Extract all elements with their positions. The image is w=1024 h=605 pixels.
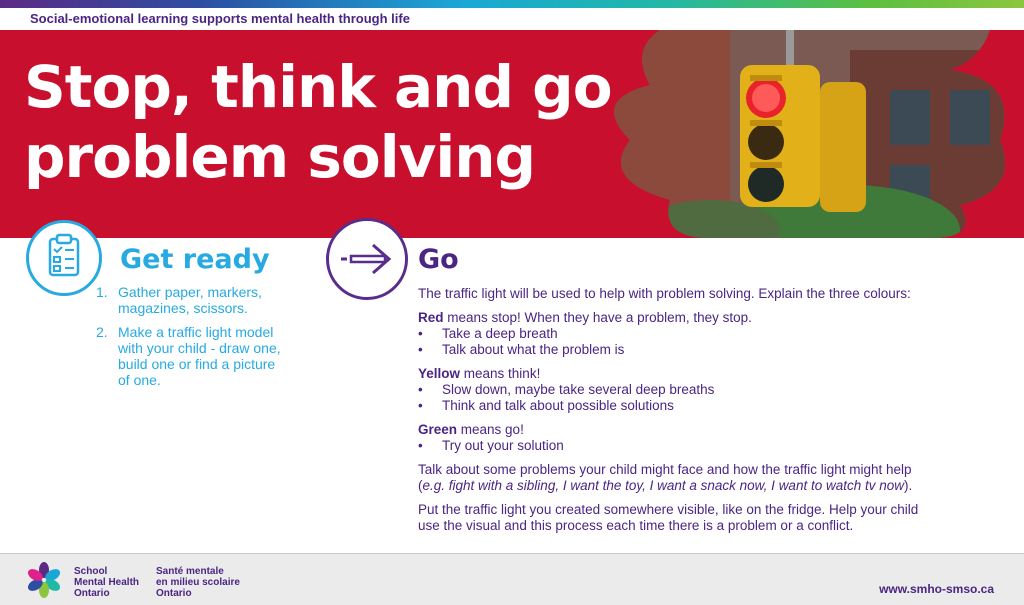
- clipboard-checklist-icon: [26, 220, 102, 296]
- yellow-text: means think!: [460, 366, 541, 381]
- list-item-number: 1.: [96, 284, 108, 300]
- bullet-text: Slow down, maybe take several deep breaths: [442, 382, 715, 397]
- red-text: means stop! When they have a problem, they stop.: [443, 310, 752, 325]
- bullet: •: [418, 342, 423, 357]
- website-link[interactable]: www.smho-smso.ca: [879, 582, 994, 596]
- closing-line: Put the traffic light you created somewhere visible, like on the fridge. Help your child: [418, 502, 919, 517]
- bullet: •: [418, 398, 423, 413]
- bullet-text: Talk about what the problem is: [442, 342, 625, 357]
- paren-close: ).: [904, 478, 913, 493]
- org-line: Santé mentale: [156, 566, 224, 577]
- tagline: Social-emotional learning supports mental health through life: [30, 11, 410, 26]
- traffic-light-photo: [590, 30, 1024, 238]
- footer: [0, 553, 1024, 605]
- list-item: [96, 324, 306, 388]
- paren-open: (: [418, 478, 423, 493]
- bullet: •: [418, 326, 423, 341]
- pinwheel-logo-icon: [26, 562, 62, 598]
- yellow-label: Yellow: [418, 366, 461, 381]
- problems-paragraph: [418, 462, 1003, 494]
- red-label: Red: [418, 310, 444, 325]
- green-label: Green: [418, 422, 458, 437]
- title-banner: [0, 30, 1024, 238]
- list-item-line: of one.: [118, 372, 161, 388]
- bullet-text: Take a deep breath: [442, 326, 558, 341]
- org-name-english: [74, 566, 139, 599]
- org-line: Ontario: [156, 588, 192, 599]
- org-line: School: [74, 566, 108, 577]
- org-line: Ontario: [74, 588, 110, 599]
- bullet: •: [418, 438, 423, 453]
- list-item: [418, 342, 1003, 358]
- bullet-text: Try out your solution: [442, 438, 564, 453]
- list-item-line: Make a traffic light model: [118, 324, 274, 340]
- red-section: [418, 310, 1003, 358]
- list-item: [96, 284, 306, 316]
- list-item-line: with your child - draw one,: [118, 340, 281, 356]
- page-title: [24, 52, 624, 192]
- list-item: [418, 382, 1003, 398]
- go-heading: Go: [418, 244, 459, 275]
- list-item: [418, 438, 1003, 454]
- list-item-line: magazines, scissors.: [118, 300, 248, 316]
- bullet: •: [418, 382, 423, 397]
- problems-line: Talk about some problems your child might face and how the traffic light might help: [418, 462, 912, 477]
- closing-paragraph: [418, 502, 1003, 534]
- title-line-1: Stop, think and go: [24, 53, 612, 121]
- go-intro: The traffic light will be used to help with problem solving. Explain the three colours:: [418, 286, 911, 301]
- green-section: [418, 422, 1003, 454]
- bullet-text: Think and talk about possible solutions: [442, 398, 674, 413]
- list-item-text: [118, 324, 281, 388]
- closing-line: use the visual and this process each time there is a problem or a conflict.: [418, 518, 854, 533]
- problems-examples: e.g. fight with a sibling, I want the toy, I want a snack now, I want to watch tv now: [422, 478, 904, 493]
- get-ready-heading: Get ready: [120, 244, 270, 275]
- list-item: [418, 398, 1003, 414]
- org-name-french: [156, 566, 240, 599]
- title-line-2: problem solving: [24, 123, 536, 191]
- green-text: means go!: [457, 422, 524, 437]
- list-item-number: 2.: [96, 324, 108, 340]
- go-instructions: [418, 286, 1003, 542]
- yellow-description: [418, 366, 1003, 382]
- red-description: [418, 310, 1003, 326]
- get-ready-list: [96, 284, 306, 396]
- yellow-section: [418, 366, 1003, 414]
- list-item-line: build one or find a picture: [118, 356, 276, 372]
- green-description: [418, 422, 1003, 438]
- org-line: Mental Health: [74, 577, 140, 588]
- arrow-right-icon: [326, 218, 408, 300]
- org-line: en milieu scolaire: [156, 577, 240, 588]
- list-item-line: Gather paper, markers,: [118, 284, 262, 300]
- top-gradient-bar: [0, 0, 1024, 8]
- list-item: [418, 326, 1003, 342]
- list-item-text: [118, 284, 262, 316]
